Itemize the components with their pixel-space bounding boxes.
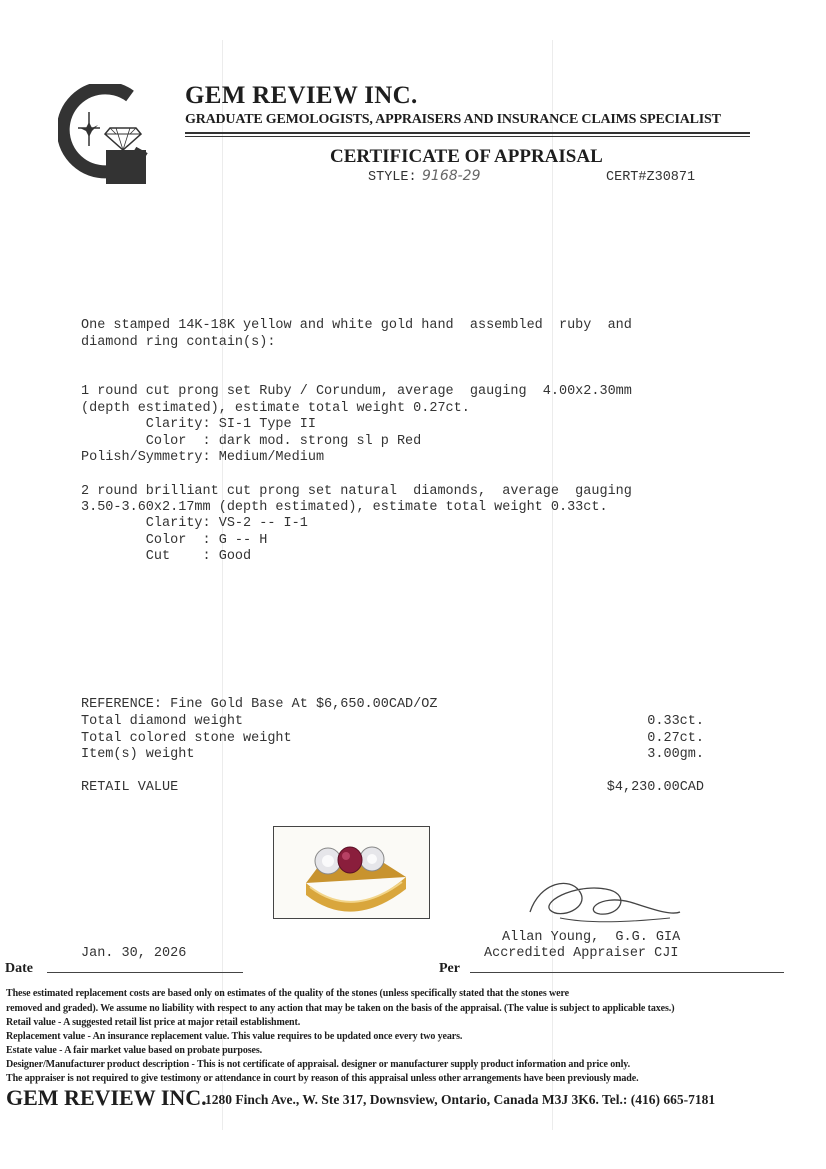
summary-value: 0.33ct. [647, 714, 704, 729]
appraiser-signature [520, 872, 690, 930]
company-logo [58, 84, 150, 186]
intro-line: One stamped 14K-18K yellow and white gold hand assembled ruby and [81, 318, 632, 333]
summary-value: 0.27ct. [647, 731, 704, 746]
intro-line: diamond ring contain(s): [81, 335, 276, 350]
footer-address: 1280 Finch Ave., W. Ste 317, Downsview, Ontario, Canada M3J 3K6. Tel.: (416) 665-7181 [205, 1092, 716, 1107]
style-value: 9168-29 [422, 168, 481, 184]
cert-number: CERT#Z30871 [606, 170, 696, 185]
company-subtitle: GRADUATE GEMOLOGISTS, APPRAISERS AND INSURANCE CLAIMS SPECIALIST [185, 112, 721, 127]
ring-photo [273, 826, 430, 919]
disclaimer-line: Retail value - A suggested retail list price at major retail establishment. [6, 1017, 301, 1028]
summary-label: Total colored stone weight [81, 731, 292, 746]
date-underline [47, 972, 243, 973]
date-label: Date [5, 961, 33, 976]
company-name: GEM REVIEW INC. [185, 82, 418, 109]
per-label: Per [439, 961, 460, 976]
header-divider [185, 132, 750, 134]
header-divider-thin [185, 136, 750, 137]
disclaimer-line: Designer/Manufacturer product description - This is not certificate of appraisal. designer or manufacturer supply product information and price only. [6, 1059, 630, 1070]
certificate-title: CERTIFICATE OF APPRAISAL [330, 146, 603, 167]
retail-value: $4,230.00CAD [606, 780, 704, 795]
disclaimer-line: These estimated replacement costs are based only on estimates of the quality of the stones (unless specifically stated that the stones were [6, 988, 569, 999]
summary-label: Item(s) weight [81, 747, 195, 762]
date-value: Jan. 30, 2026 [81, 946, 187, 961]
footer-company: GEM REVIEW INC. [6, 1085, 207, 1110]
style-label: STYLE: [368, 170, 417, 185]
ring-illustration [274, 827, 429, 918]
per-underline [470, 972, 784, 973]
disclaimer-line: Estate value - A fair market value based on probate purposes. [6, 1045, 263, 1056]
summary-label: Total diamond weight [81, 714, 244, 729]
diamond-line: 3.50-3.60x2.17mm (depth estimated), estimate total weight 0.33ct. [81, 500, 608, 515]
diamond-line: 2 round brilliant cut prong set natural diamonds, average gauging [81, 484, 632, 499]
disclaimer-line: Replacement value - An insurance replacement value. This value requires to be updated once every two years. [6, 1031, 463, 1042]
retail-label: RETAIL VALUE [81, 780, 179, 795]
diamond-color: Color : G -- H [81, 533, 268, 548]
reference-line: REFERENCE: Fine Gold Base At $6,650.00CAD/OZ [81, 697, 438, 712]
ruby-color: Color : dark mod. strong sl p Red [81, 434, 422, 449]
ruby-line: (depth estimated), estimate total weight 0.27ct. [81, 401, 470, 416]
ruby-polish: Polish/Symmetry: Medium/Medium [81, 450, 325, 465]
disclaimer-line: The appraiser is not required to give testimony or attendance in court by reason of this appraisal unless other arrangements have been previously made. [6, 1073, 639, 1084]
ruby-line: 1 round cut prong set Ruby / Corundum, average gauging 4.00x2.30mm [81, 384, 632, 399]
diamond-cut: Cut : Good [81, 549, 252, 564]
appraiser-name: Allan Young, G.G. GIA [502, 930, 681, 945]
appraiser-title: Accredited Appraiser CJI [484, 946, 679, 961]
ruby-clarity: Clarity: SI-1 Type II [81, 417, 316, 432]
diamond-clarity: Clarity: VS-2 -- I-1 [81, 516, 308, 531]
disclaimer-line: removed and graded). We assume no liability with respect to any action that may be taken on the basis of the appraisal. (The value is subject to applicable taxes.) [6, 1003, 675, 1014]
summary-value: 3.00gm. [647, 747, 704, 762]
